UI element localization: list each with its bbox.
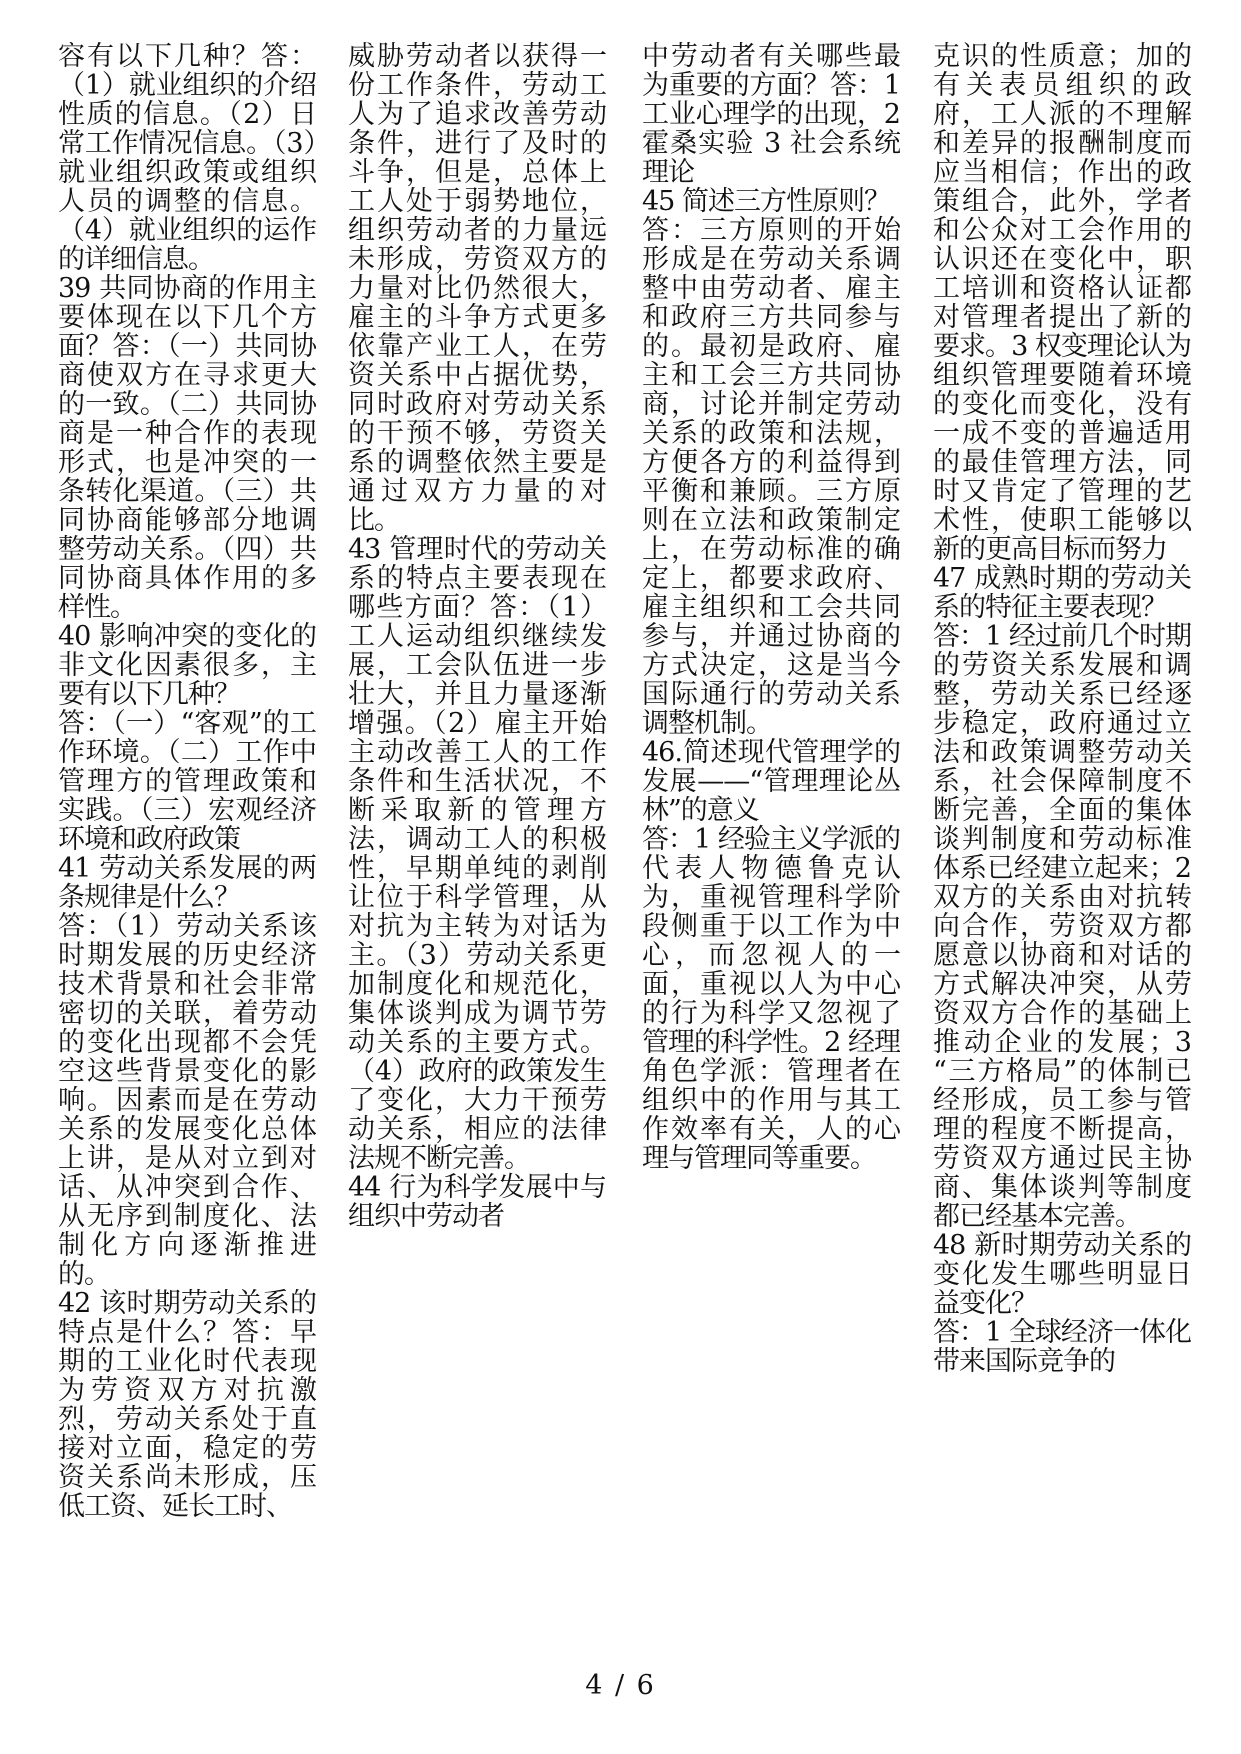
paragraph: 45 简述三方性原则？	[642, 186, 890, 217]
paragraph: 47 成熟时期的劳动关系的特征主要表现？	[933, 563, 1191, 623]
paragraph: 答：1 经过前几个时期的劳资关系发展和调整，劳动关系已经逐步稳定，政府通过立法和政策调整劳动关系，社会保障制度不断完善，全面的集体谈判制度和劳动标准体系已经建立起来；2 双方的关系由对抗转向合作，劳资双方都愿意以协商和对话的方式解决冲突，从劳资双方合作的基础上推动企业的发展；3 “三方格局”的体制已经形成，员工参与管理的程度不断提高，劳资双方通过民主协商、集体谈判等制度都已经基本完善。	[933, 621, 1191, 1232]
paragraph: 48 新时期劳动关系的变化发生哪些明显日益变化？	[933, 1230, 1191, 1319]
paragraph: 中劳动者有关哪些最为重要的方面？答：1 工业心理学的出现，2 霍桑实验 3 社会系统理论	[642, 42, 900, 188]
paragraph: 答：（1）劳动关系该时期发展的历史经济技术背景和社会非常密切的关联，着劳动的变化出现都不会凭空这些背景变化的影响。因素而是在劳动关系的发展变化总体上讲，是从对立到对话、从冲突到合作、从无序到制度化、法制化方向逐渐推进的。	[58, 911, 316, 1290]
paragraph: 答：1 全球经济一体化带来国际竞争的	[933, 1317, 1191, 1377]
page-number: 4 / 6	[585, 1670, 656, 1701]
paragraph: 46.简述现代管理学的发展——“管理理论丛林”的意义	[642, 737, 900, 826]
paragraph: 40 影响冲突的变化的非文化因素很多，主要有以下几种？	[58, 621, 316, 710]
paragraph: 41 劳动关系发展的两条规律是什么？	[58, 853, 316, 913]
text-column-1	[58, 42, 316, 1617]
text-column-2	[348, 42, 606, 1617]
paragraph: 39 共同协商的作用主要体现在以下几个方面？答：（一）共同协商使双方在寻求更大的一致。（二）共同协商是一种合作的表现形式，也是冲突的一条转化渠道。（三）共同协商能够部分地调整劳动关系。（四）共同协商具体作用的多样性。	[58, 273, 316, 623]
paragraph: 答：三方原则的开始形成是在劳动关系调整中由劳动者、雇主和政府三方共同参与的。最初是政府、雇主和工会三方共同协商，讨论并制定劳动关系的政策和法规，方便各方的利益得到平衡和兼顾。三方原则在立法和政策制定上，在劳动标准的确定上，都要求政府、雇主组织和工会共同参与，并通过协商的方式决定，这是当今国际通行的劳动关系调整机制。	[642, 215, 900, 739]
paragraph: 42 该时期劳动关系的特点是什么？答：早期的工业化时代表现为劳资双方对抗激烈，劳动关系处于直接对立面，稳定的劳资关系尚未形成，压低工资、延长工时、	[58, 1288, 316, 1522]
text-column-3	[642, 42, 900, 1617]
paragraph: 答：（一）“客观”的工作环境。（二）工作中管理方的管理政策和实践。（三）宏观经济环境和政府政策	[58, 708, 316, 855]
paragraph: 答：1 经验主义学派的代表人物德鲁克认为，重视管理科学阶段侧重于以工作为中心，而忽视人的一面，重视以人为中心的行为科学又忽视了管理的科学性。2 经理角色学派：管理者在组织中的作用与其工作效率有关，人的心理与管理同等重要。	[642, 824, 900, 1174]
text-column-4	[933, 42, 1191, 1617]
paragraph: 44 行为科学发展中与组织中劳动者	[348, 1172, 606, 1232]
paragraph: 威胁劳动者以获得一份工作条件，劳动工人为了追求改善劳动条件，进行了及时的斗争，但是，总体上工人处于弱势地位，组织劳动者的力量远未形成，劳资双方的力量对比仍然很大，雇主的斗争方式更多依靠产业工人，在劳资关系中占据优势，同时政府对劳动关系的干预不够，劳资关系的调整依然主要是通过双方力量的对比。	[348, 42, 606, 536]
paragraph: 容有以下几种？答：（1）就业组织的介绍性质的信息。（2）日常工作情况信息。（3）就业组织政策或组织人员的调整的信息。（4）就业组织的运作的详细信息。	[58, 42, 316, 275]
paragraph: 克识的性质意；加的有关表员组织的政府，工人派的不理解和差异的报酬制度而应当相信；作出的政策组合，此外，学者和公众对工会作用的认识还在变化中，职工培训和资格认证都对管理者提出了新的要求。3 权变理论认为组织管理要随着环境的变化而变化，没有一成不变的普遍适用的最佳管理方法，同时又肯定了管理的艺术性，使职工能够以新的更高目标而努力	[933, 42, 1191, 565]
paragraph: 43 管理时代的劳动关系的特点主要表现在哪些方面？答：（1）工人运动组织继续发展，工会队伍进一步壮大，并且力量逐渐增强。（2）雇主开始主动改善工人的工作条件和生活状况，不断采取新的管理方法，调动工人的积极性，早期单纯的剥削让位于科学管理，从对抗为主转为对话为主。（3）劳动关系更加制度化和规范化，集体谈判成为调节劳动关系的主要方式。（4）政府的政策发生了变化，大力干预劳动关系，相应的法律法规不断完善。	[348, 534, 606, 1174]
